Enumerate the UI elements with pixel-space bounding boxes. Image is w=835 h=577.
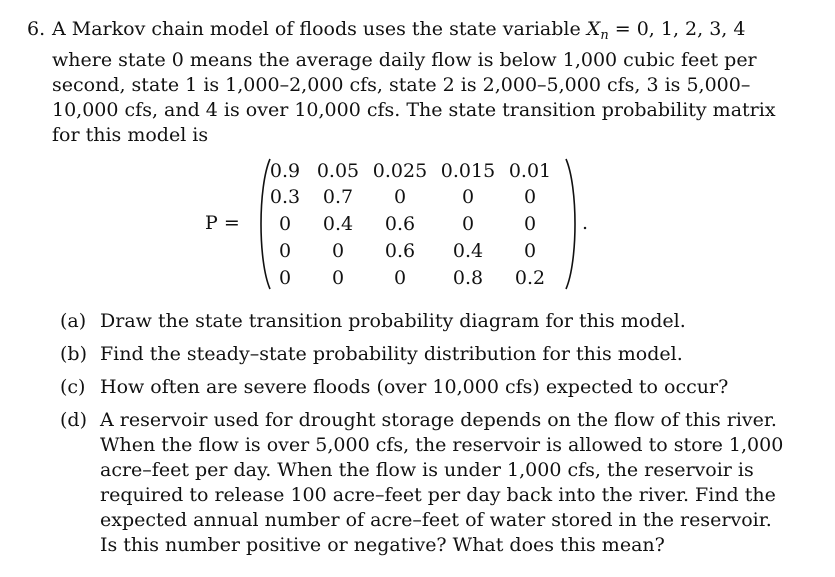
part-letter: (a): [60, 310, 87, 332]
intro-line-5: for this model is: [52, 124, 209, 146]
part-letter: (b): [60, 343, 87, 365]
part-text-line: How often are severe floods (over 10,000 cfs) expected to occur?: [100, 376, 729, 398]
matrix-grid: [270, 158, 570, 292]
part-letter: (d): [60, 409, 87, 431]
matrix-cell: 0: [278, 240, 292, 262]
state-values: = 0, 1, 2, 3, 4: [608, 18, 746, 40]
matrix-cell: 0: [523, 186, 537, 208]
transition-matrix: [200, 155, 620, 295]
matrix-cell: 0: [523, 240, 537, 262]
matrix-cell: 0: [278, 267, 292, 289]
problem-intro: [52, 17, 776, 148]
matrix-cell: 0.4: [322, 213, 354, 235]
question-part: [60, 309, 750, 334]
matrix-cell: 0.6: [384, 240, 416, 262]
part-text-line: acre–feet per day. When the flow is under 1,000 cfs, the reservoir is: [100, 459, 754, 481]
part-letter: (c): [60, 376, 86, 398]
matrix-cell: 0.2: [514, 267, 546, 289]
matrix-row: [270, 211, 570, 237]
part-text-line: Find the steady–state probability distribution for this model.: [100, 343, 683, 365]
intro-line-4: 10,000 cfs, and 4 is over 10,000 cfs. The state transition probability matrix: [52, 99, 776, 121]
matrix-cell: 0.3: [269, 186, 301, 208]
part-text-line: required to release 100 acre–feet per day back into the river. Find the: [100, 484, 776, 506]
question-parts: [60, 309, 784, 566]
matrix-cell: 0.9: [269, 160, 301, 182]
part-text: [100, 375, 740, 400]
part-text-line: A reservoir used for drought storage depends on the flow of this river.: [100, 409, 777, 431]
right-parenthesis: [563, 157, 581, 291]
matrix-cell: 0.7: [322, 186, 354, 208]
matrix-cell: 0.8: [452, 267, 484, 289]
matrix-cell: 0: [331, 240, 345, 262]
problem-number: 6.: [27, 18, 46, 40]
matrix-trailing-period: .: [582, 212, 589, 234]
part-text-line: When the flow is over 5,000 cfs, the reservoir is allowed to store 1,000: [100, 434, 784, 456]
matrix-cell: 0.01: [508, 160, 552, 182]
matrix-cell: 0.025: [372, 160, 428, 182]
intro-line-2: where state 0 means the average daily flow is below 1,000 cubic feet per: [52, 49, 757, 71]
matrix-cell: 0.015: [440, 160, 496, 182]
state-variable: X: [586, 18, 601, 40]
matrix-row: [270, 238, 570, 264]
matrix-cell: 0: [523, 213, 537, 235]
matrix-cell: 0: [393, 186, 407, 208]
matrix-cell: 0.05: [316, 160, 360, 182]
matrix-cell: 0: [393, 267, 407, 289]
matrix-row: [270, 184, 570, 210]
part-text-line: expected annual number of acre–feet of water stored in the reservoir.: [100, 509, 772, 531]
intro-line-1: A Markov chain model of floods uses the state variable $X_n = 0$, 1, 2, 3, 4: [52, 18, 746, 43]
part-text: [100, 309, 740, 334]
matrix-cell: 0: [278, 213, 292, 235]
intro-line-3: second, state 1 is 1,000–2,000 cfs, state 2 is 2,000–5,000 cfs, 3 is 5,000–: [52, 74, 751, 96]
part-text-line: Draw the state transition probability diagram for this model.: [100, 310, 686, 332]
part-text-line: Is this number positive or negative? What does this mean?: [100, 534, 665, 556]
part-text: [100, 342, 740, 367]
state-subscript: n: [600, 28, 609, 43]
matrix-cell: 0: [461, 186, 475, 208]
part-text: [100, 408, 784, 558]
matrix-cell: 0: [331, 267, 345, 289]
matrix-row: [270, 158, 570, 184]
matrix-cell: 0: [461, 213, 475, 235]
question-part: [60, 408, 784, 558]
matrix-cell: 0.4: [452, 240, 484, 262]
matrix-label: P =: [205, 212, 240, 234]
question-part: [60, 375, 750, 400]
question-part: [60, 342, 750, 367]
matrix-row: [270, 265, 570, 291]
matrix-cell: 0.6: [384, 213, 416, 235]
